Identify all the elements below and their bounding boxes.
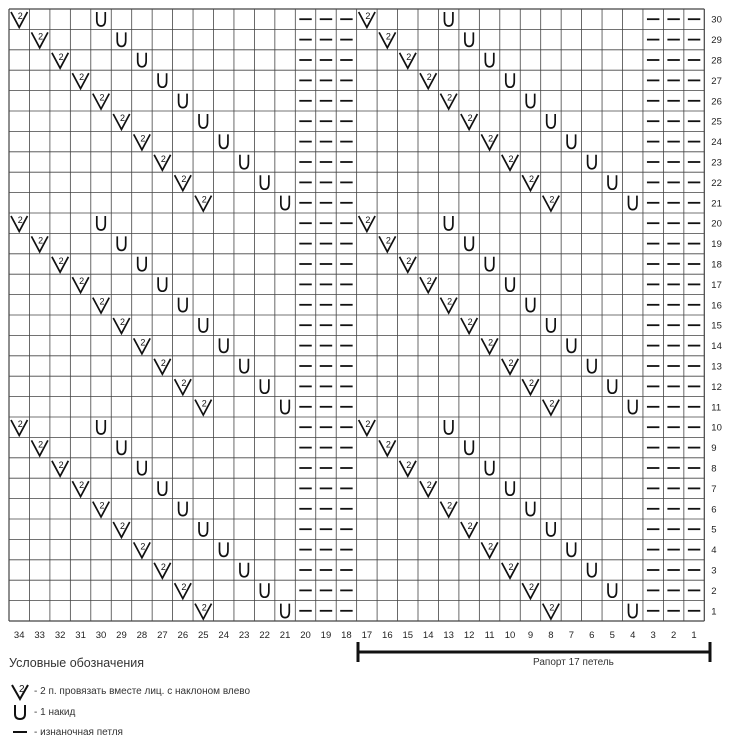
decrease-number: 2 — [201, 398, 207, 409]
decrease-number: 2 — [385, 439, 391, 450]
row-number: 30 — [711, 14, 722, 26]
yarn-over-stitch — [629, 196, 637, 210]
svg-text:2: 2 — [19, 684, 25, 695]
row-number: 12 — [711, 381, 722, 393]
decrease-number: 2 — [406, 459, 412, 470]
yarn-over-stitch — [158, 481, 166, 495]
decrease-number: 2 — [140, 337, 146, 348]
chart-grid — [9, 9, 704, 621]
row-number: 1 — [711, 606, 717, 618]
decrease-number: 2 — [119, 317, 125, 327]
column-number: 2 — [670, 630, 677, 640]
yarn-over-stitch — [260, 583, 268, 597]
decrease-number: 2 — [385, 31, 391, 42]
decrease-icon — [9, 681, 31, 701]
yarn-over-stitch — [485, 461, 493, 475]
decrease-number: 2 — [426, 276, 432, 287]
yarn-over-stitch — [629, 604, 637, 618]
column-number: 26 — [177, 630, 189, 640]
yarn-over-stitch — [281, 400, 289, 414]
yarn-over-stitch — [199, 114, 207, 128]
decrease-number: 2 — [17, 419, 23, 429]
legend-decrease-text: - 2 п. провязать вместе лиц. с наклоном влево — [34, 685, 251, 697]
column-number: 33 — [34, 630, 45, 640]
yarn-over-stitch — [465, 236, 473, 250]
column-number: 23 — [238, 630, 250, 640]
yarn-over-stitch — [240, 359, 248, 373]
yarn-over-stitch — [547, 522, 555, 536]
yarn-over-stitch — [526, 502, 534, 516]
decrease-number: 2 — [119, 521, 125, 531]
column-number: 18 — [341, 630, 352, 640]
decrease-number: 2 — [508, 561, 514, 572]
decrease-number: 2 — [406, 255, 412, 266]
decrease-number: 2 — [181, 582, 187, 593]
yarn-over-stitch — [444, 12, 452, 26]
decrease-number: 2 — [528, 378, 534, 389]
column-number: 13 — [443, 630, 454, 640]
yarn-over-stitch — [506, 481, 514, 495]
yarn-over-stitch — [526, 298, 534, 312]
yarn-over-stitch — [117, 32, 125, 46]
column-number: 31 — [75, 630, 86, 640]
row-number: 2 — [711, 585, 717, 597]
row-number: 3 — [711, 565, 717, 577]
decrease-number: 2 — [17, 11, 23, 21]
legend-item-yarn-over — [9, 703, 75, 721]
row-number: 19 — [711, 239, 722, 251]
yarn-over-stitch — [465, 32, 473, 46]
row-number: 29 — [711, 35, 722, 47]
column-number: 29 — [116, 630, 127, 640]
yarn-over-stitch — [158, 277, 166, 291]
decrease-number: 2 — [140, 133, 146, 144]
decrease-number: 2 — [447, 500, 453, 511]
row-number: 9 — [711, 443, 717, 455]
row-number: 25 — [711, 116, 722, 128]
legend-purl-text: - изнаночная петля — [34, 726, 123, 738]
yarn-over-stitch — [240, 155, 248, 169]
row-number: 11 — [711, 402, 722, 414]
column-number: 14 — [422, 630, 434, 640]
yarn-over-stitch — [158, 73, 166, 87]
yarn-over-stitch — [465, 440, 473, 454]
yarn-over-stitch — [608, 379, 616, 393]
yarn-over-stitch — [138, 53, 146, 67]
column-number: 28 — [136, 630, 148, 640]
column-number: 11 — [484, 630, 495, 640]
row-number: 6 — [711, 504, 717, 516]
column-number: 24 — [218, 630, 230, 640]
yarn-over-stitch — [506, 277, 514, 291]
yarn-over-stitch — [220, 338, 228, 352]
row-number: 26 — [711, 96, 722, 108]
yarn-over-stitch — [485, 53, 493, 67]
row-number: 21 — [711, 198, 722, 210]
row-number: 17 — [711, 279, 722, 291]
yarn-over-stitch — [97, 216, 105, 230]
yarn-over-stitch — [526, 94, 534, 108]
purl-icon — [9, 722, 31, 742]
yarn-over-stitch — [97, 12, 105, 26]
column-number: 34 — [13, 630, 25, 640]
column-number: 10 — [504, 630, 516, 640]
column-number: 12 — [463, 630, 475, 640]
row-number: 20 — [711, 218, 722, 230]
decrease-number: 2 — [38, 439, 44, 450]
decrease-number: 2 — [38, 31, 44, 42]
row-number: 22 — [711, 177, 722, 189]
yarn-over-stitch — [608, 175, 616, 189]
yarn-over-stitch — [567, 134, 575, 148]
column-number: 32 — [54, 630, 66, 640]
decrease-number: 2 — [426, 72, 432, 83]
decrease-number: 2 — [38, 235, 44, 246]
yarn-over-stitch — [444, 216, 452, 230]
yarn-over-stitch — [260, 175, 268, 189]
yarn-over-stitch — [588, 563, 596, 577]
column-number: 4 — [630, 630, 636, 640]
yarn-over-stitch — [179, 94, 187, 108]
decrease-number: 2 — [508, 357, 514, 368]
yarn-over-stitch — [567, 338, 575, 352]
yarn-over-stitch — [281, 196, 289, 210]
yarn-over-stitch — [138, 461, 146, 475]
decrease-number: 2 — [447, 92, 453, 103]
decrease-number: 2 — [140, 541, 146, 552]
yarn-over-stitch — [179, 502, 187, 516]
decrease-number: 2 — [160, 357, 166, 368]
decrease-number: 2 — [549, 194, 555, 205]
column-number: 22 — [259, 630, 270, 640]
decrease-number: 2 — [467, 521, 473, 531]
yarn-over-stitch — [485, 257, 493, 271]
yarn-over-stitch — [547, 114, 555, 128]
column-number: 20 — [300, 630, 311, 640]
decrease-number: 2 — [119, 113, 125, 123]
decrease-number: 2 — [528, 174, 534, 185]
column-number: 7 — [568, 630, 575, 640]
decrease-number: 2 — [201, 602, 207, 613]
legend-item-decrease — [9, 682, 250, 700]
yarn-over-stitch — [220, 542, 228, 556]
decrease-number: 2 — [549, 602, 555, 613]
decrease-number: 2 — [365, 419, 371, 429]
decrease-number: 2 — [58, 51, 64, 62]
decrease-number: 2 — [365, 11, 371, 21]
decrease-number: 2 — [426, 480, 432, 491]
decrease-number: 2 — [99, 92, 105, 103]
row-number: 5 — [711, 524, 717, 536]
yarn-over-stitch — [567, 542, 575, 556]
column-number: 1 — [691, 630, 697, 640]
decrease-number: 2 — [160, 153, 166, 164]
yarn-over-icon — [9, 702, 31, 722]
yarn-over-stitch — [117, 440, 125, 454]
decrease-number: 2 — [447, 296, 453, 307]
row-numbers — [711, 15, 722, 618]
decrease-number: 2 — [488, 337, 494, 348]
yarn-over-stitch — [199, 318, 207, 332]
row-number: 23 — [711, 157, 722, 169]
row-number: 24 — [711, 137, 722, 149]
decrease-number: 2 — [160, 561, 166, 572]
column-number: 5 — [609, 630, 615, 640]
rapport-label: Рапорт 17 петель — [533, 657, 614, 668]
decrease-number: 2 — [79, 72, 85, 83]
column-numbers — [14, 630, 697, 640]
decrease-number: 2 — [467, 317, 473, 327]
legend-title: Условные обозначения — [9, 656, 145, 670]
row-number: 8 — [711, 463, 717, 475]
decrease-number: 2 — [467, 113, 473, 123]
decrease-number: 2 — [79, 276, 85, 287]
row-number: 18 — [711, 259, 722, 271]
yarn-over-stitch — [444, 420, 452, 434]
decrease-number: 2 — [488, 541, 494, 552]
decrease-number: 2 — [201, 194, 207, 205]
column-number: 25 — [197, 630, 209, 640]
row-number: 7 — [711, 483, 717, 495]
column-number: 19 — [320, 630, 332, 640]
decrease-number: 2 — [17, 215, 23, 225]
decrease-number: 2 — [99, 296, 105, 307]
yarn-over-stitch — [240, 563, 248, 577]
row-number: 13 — [711, 361, 722, 373]
decrease-number: 2 — [508, 153, 514, 164]
column-number: 17 — [361, 630, 373, 640]
yarn-over-stitch — [199, 522, 207, 536]
yarn-over-stitch — [220, 134, 228, 148]
decrease-number: 2 — [488, 133, 494, 144]
decrease-number: 2 — [79, 480, 85, 491]
row-number: 27 — [711, 75, 722, 87]
row-number: 10 — [711, 422, 722, 434]
row-number: 28 — [711, 55, 722, 67]
yarn-over-stitch — [588, 359, 596, 373]
column-number: 9 — [527, 630, 534, 640]
row-number: 15 — [711, 320, 722, 332]
column-number: 15 — [402, 630, 414, 640]
yarn-over-stitch — [179, 298, 187, 312]
decrease-number: 2 — [406, 51, 412, 62]
column-number: 27 — [157, 630, 168, 640]
decrease-number: 2 — [181, 378, 187, 389]
column-number: 6 — [589, 630, 595, 640]
column-number: 3 — [650, 630, 656, 640]
yarn-over-stitch — [281, 604, 289, 618]
decrease-number: 2 — [385, 235, 391, 246]
column-number: 30 — [95, 630, 107, 640]
decrease-number: 2 — [549, 398, 555, 409]
yarn-over-stitch — [547, 318, 555, 332]
legend-item-purl — [9, 723, 123, 741]
column-number: 8 — [548, 630, 554, 640]
decrease-number: 2 — [58, 459, 64, 470]
yarn-over-stitch — [506, 73, 514, 87]
yarn-over-stitch — [629, 400, 637, 414]
row-number: 14 — [711, 341, 722, 353]
yarn-over-stitch — [608, 583, 616, 597]
yarn-over-stitch — [260, 379, 268, 393]
column-number: 21 — [279, 630, 291, 640]
decrease-number: 2 — [528, 582, 534, 593]
yarn-over-stitch — [138, 257, 146, 271]
row-number: 4 — [711, 545, 717, 557]
decrease-number: 2 — [99, 500, 105, 511]
yarn-over-stitch — [97, 420, 105, 434]
decrease-number: 2 — [365, 215, 371, 225]
yarn-over-stitch — [117, 236, 125, 250]
legend-yarn-over-text: - 1 накид — [34, 706, 76, 718]
decrease-number: 2 — [181, 174, 187, 185]
yarn-over-stitch — [588, 155, 596, 169]
decrease-number: 2 — [58, 255, 64, 266]
row-number: 16 — [711, 300, 722, 312]
column-number: 16 — [382, 630, 393, 640]
